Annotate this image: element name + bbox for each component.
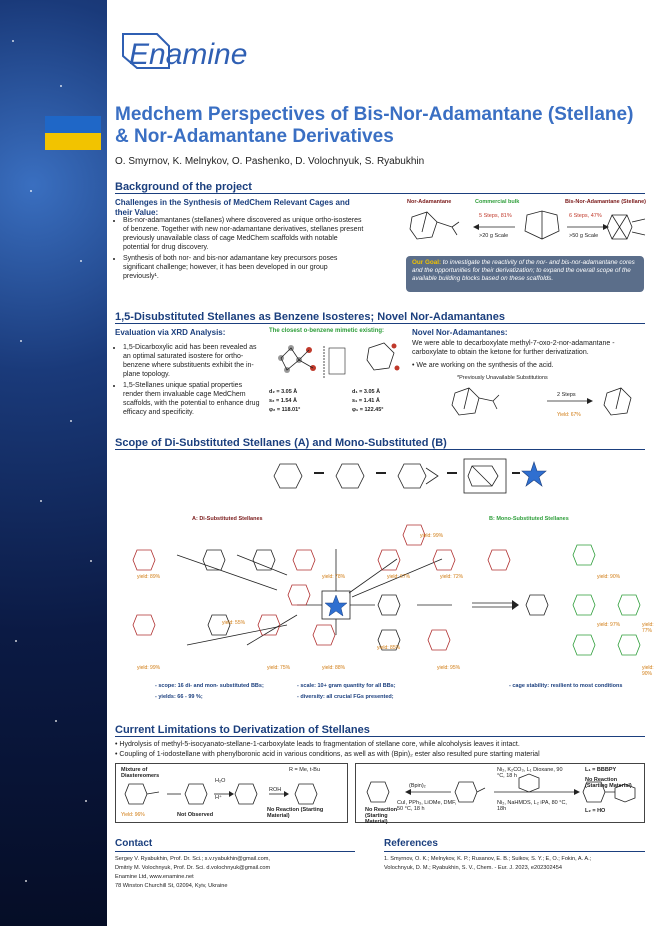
scope-header-scheme bbox=[272, 456, 542, 496]
d1-value: d₁ = 3.05 Å bbox=[352, 389, 381, 395]
yield-a11: yield: 95% bbox=[437, 665, 461, 671]
ukraine-flag bbox=[45, 116, 101, 150]
poster-main bbox=[107, 0, 655, 926]
novel-yield: Yield: 67% bbox=[557, 412, 581, 418]
novel-bullet: • We are working on the synthesis of the acid. bbox=[412, 362, 554, 369]
yield-b12: yield: 90% bbox=[597, 574, 621, 580]
summary-yields: - yields: 66 - 99 %; bbox=[155, 694, 203, 700]
background-scheme bbox=[407, 207, 647, 252]
background-heading: Background of the project bbox=[115, 181, 252, 193]
contact-heading: Contact bbox=[115, 838, 153, 849]
s1-value: s₁ = 1.41 Å bbox=[352, 398, 380, 404]
background-bullets bbox=[115, 216, 365, 283]
summary-cage: - cage stability: resilient to most conditions bbox=[509, 683, 623, 689]
scope-scheme bbox=[117, 525, 647, 680]
authors: O. Smyrnov, K. Melnykov, O. Pashenko, D. Volochnyuk, S. Ryabukhin bbox=[115, 156, 425, 167]
yield-b15: yield: 90% bbox=[642, 665, 654, 677]
d2-value: d₂ = 3.05 Å bbox=[269, 389, 298, 395]
no-reaction-1: No Reaction (Starting Material) bbox=[267, 807, 324, 819]
mimetic-label: The closest o-benzene mimetic existing: bbox=[269, 328, 385, 334]
challenges-heading: Challenges in the Synthesis of MedChem Relevant Cages and their Value: bbox=[115, 198, 350, 217]
xrd-bullets bbox=[115, 343, 263, 419]
summary-scope: - scope: 16 di- and mon- substituted BBs; bbox=[155, 683, 264, 689]
no-reaction-3: No Reaction (Starting Material) bbox=[585, 777, 632, 789]
bullet-synthesis: • Synthesis of both nor- and bis-nor adamantane key precursors poses significant challenge; however, it has been developed in our group previously¹. bbox=[123, 254, 365, 281]
hplus-label: H⁺ bbox=[215, 795, 222, 801]
scale-right: >50 g Scale bbox=[569, 233, 599, 239]
bpin-label: (Bpin)₂ bbox=[409, 783, 426, 789]
contact-line-3: Enamine Ltd, www.enamine.net bbox=[115, 874, 194, 880]
xrd-structure bbox=[269, 338, 404, 386]
references-heading: References bbox=[384, 838, 438, 849]
cond2-label: Ni₂, K₂CO₃, L₁ Dioxane, 90 °C, 18 h bbox=[497, 767, 563, 779]
a-label: A: Di-Substituted Stellanes bbox=[192, 516, 263, 522]
yield-b13: yield: 97% bbox=[597, 622, 621, 628]
novel-scheme bbox=[447, 383, 647, 423]
yield-a2: yield: 85% bbox=[377, 645, 401, 651]
yield-a9: yield: 72% bbox=[440, 574, 464, 580]
disub-heading: 1,5-Disubstituted Stellanes as Benzene Isosteres; Novel Nor-Adamantanes bbox=[115, 311, 506, 323]
xrd-bullet-2: • 1,5-Stellanes unique spatial properties render them invaluable cage MedChem scaffolds, with the potential to enhance drug efficacy and specificity. bbox=[123, 381, 263, 417]
h2o-label: H₂O bbox=[215, 778, 226, 784]
not-observed: Not Observed bbox=[177, 812, 214, 818]
divider bbox=[115, 323, 645, 324]
limits-heading: Current Limitations to Derivatization of Stellanes bbox=[115, 724, 370, 736]
phi1-value: φ₁ = 122.45° bbox=[352, 407, 384, 413]
novel-heading: Novel Nor-Adamantanes: bbox=[412, 328, 508, 337]
xrd-bullet-1: • 1,5-Dicarboxylic acid has been revealed as an optimal saturated isostere for ortho-benzene where substituents exhibit the in-plane topology. bbox=[123, 343, 263, 379]
scale-left: >20 g Scale bbox=[479, 233, 509, 239]
yield-a3: yield: 55% bbox=[222, 620, 246, 626]
summary-diversity: - diversity: all crucial FGs presented; bbox=[297, 694, 394, 700]
divider bbox=[384, 851, 645, 852]
yield-a8: yield: 67% bbox=[387, 574, 411, 580]
goal-box bbox=[406, 256, 644, 292]
novel-steps: 2 Steps bbox=[557, 392, 576, 398]
yield-a5: yield: 75% bbox=[267, 665, 291, 671]
l1-label: L₁ = BBBPY bbox=[585, 767, 617, 773]
xrd-heading: Evaluation via XRD Analysis: bbox=[115, 328, 226, 337]
reference-line-2: Volochnyuk, D. M.; Ryabukhin, S. V., Chem. - Eur. J. 2023, e202302454 bbox=[384, 865, 562, 871]
yield-a7: yield: 78% bbox=[322, 574, 346, 580]
roh-label: ROH bbox=[269, 787, 282, 793]
steps-left: 5 Steps, 81% bbox=[479, 213, 512, 219]
divider bbox=[115, 851, 355, 852]
contact-line-2: Dmitriy M. Volochnyuk, Prof. Dr. Sci. d.volochnyuk@gmail.com bbox=[115, 865, 271, 871]
divider bbox=[115, 193, 645, 194]
logo-letter: Enamine bbox=[129, 38, 248, 71]
yield-96: Yield: 96% bbox=[121, 812, 145, 818]
prev-unavailable: *Previously Unavailable Substitutions bbox=[457, 375, 548, 381]
limits-bullet-1: • Hydrolysis of methyl-5-isocyanato-stellane-1-carboxylate leads to fragmentation of stellane core, while alcoholysis leaves it intact. bbox=[115, 741, 520, 748]
contact-line-1: Sergey V. Ryabukhin, Prof. Dr. Sci.; s.v.ryabukhin@gmail.com, bbox=[115, 856, 270, 862]
phi2-value: φ₂ = 118.01° bbox=[269, 407, 301, 413]
summary-scale: - scale: 10+ gram quantity for all BBs; bbox=[297, 683, 396, 689]
goal-text: to investigate the reactivity of the nor- and bis-nor-adamantane cores and the opportunities for their derivatization; to expand the overall scope of the available building blocks based on these scaffolds. bbox=[412, 259, 635, 282]
b-label: B: Mono-Substituted Stellanes bbox=[489, 516, 569, 522]
limits-bullet-2-text: Coupling of 1-iodostellane with phenylboronic acid in various conditions, as well as with (Bpin)₂ ester also resulted pure starting material bbox=[119, 751, 540, 758]
yield-a1: yield: 89% bbox=[137, 574, 161, 580]
mixture-label: Mixture of Diastereomers bbox=[121, 767, 160, 779]
yield-top: yield: 99% bbox=[420, 533, 444, 539]
divider bbox=[115, 449, 645, 450]
novel-text: We were able to decarboxylate methyl-7-oxo-2-nor-adamantane -carboxylate to obtain the ketone for further derivatization. bbox=[412, 340, 615, 356]
limits-bullet-1-text: Hydrolysis of methyl-5-isocyanato-stellane-1-carboxylate leads to fragmentation of stellane core, while alcoholysis leaves it intact. bbox=[119, 741, 520, 748]
enamine-logo bbox=[117, 28, 252, 76]
cond3-label: Ni₂, NaHMDS, L₂ iPA, 80 °C, 18h bbox=[497, 800, 567, 812]
stellane-label: Bis-Nor-Adamantane (Stellane) bbox=[565, 199, 646, 205]
steps-right: 6 Steps, 47% bbox=[569, 213, 602, 219]
novel-bullet-text: We are working on the synthesis of the acid. bbox=[416, 362, 554, 369]
poster-title: Medchem Perspectives of Bis-Nor-Adamantane (Stellane) & Nor-Adamantane Derivatives bbox=[115, 104, 634, 147]
no-reaction-2: No Reaction (Starting Material) bbox=[365, 807, 398, 825]
yield-a10: yield: 88% bbox=[322, 665, 346, 671]
goal-label: Our Goal: bbox=[412, 259, 442, 266]
cond1-label: CuI, PPh₃, LiOMe, DMF, 50 °C, 18 h bbox=[397, 800, 457, 812]
r-me-label: R = Me, t-Bu bbox=[289, 767, 321, 773]
divider bbox=[115, 736, 645, 737]
bullet-stellanes: • Bis-nor-adamantanes (stellanes) where discovered as unique ortho-isosteres of benzene. Together with new nor-adamantane derivatives, stellanes present previously unavailable class of cage MedChem scaffolds with notable potential for drug discovery. bbox=[123, 216, 365, 252]
nor-adamantane-label: Nor-Adamantane bbox=[407, 199, 452, 205]
yield-a4: yield: 99% bbox=[137, 665, 161, 671]
limits-bullet-2: • Coupling of 1-iodostellane with phenylboronic acid in various conditions, as well as with (Bpin)₂ ester also resulted pure starting material bbox=[115, 751, 540, 758]
s2-value: s₂ = 1.54 Å bbox=[269, 398, 297, 404]
yield-b14: yield: 77% bbox=[642, 622, 654, 634]
contact-line-4: 78 Winston Churchill St, 02094, Kyiv, Ukraine bbox=[115, 883, 228, 889]
commercial-bulk-label: Commercial bulk bbox=[475, 199, 520, 205]
reference-line-1: 1. Smyrnov, O. K.; Melnykov, K. P.; Rusanov, E. B.; Suikov, S. Y.; E, O.; Fokin, A. A.; bbox=[384, 856, 592, 862]
l2-label: L₂ = HO bbox=[585, 808, 606, 814]
scope-heading: Scope of Di-Substituted Stellanes (A) and Mono-Substituted (B) bbox=[115, 437, 447, 449]
